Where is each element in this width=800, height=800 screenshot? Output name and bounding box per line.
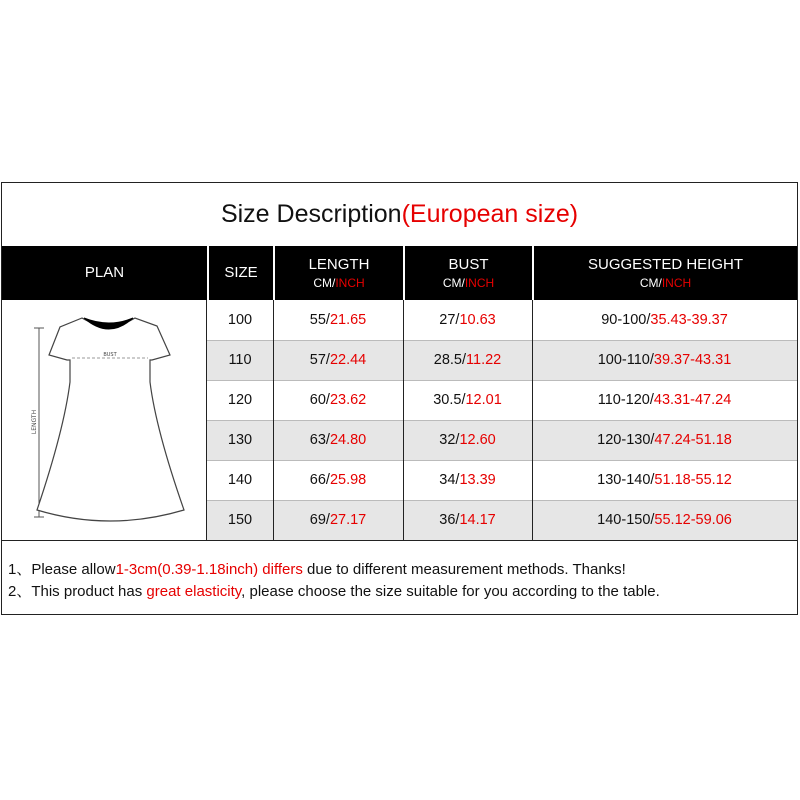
table-row: [207, 300, 797, 340]
header-length-unit: CM/INCH: [313, 276, 365, 290]
cell-size: 110: [228, 352, 252, 368]
cell-height: 140-150/55.12-59.06: [597, 512, 732, 528]
length-label: LENGTH: [31, 409, 38, 435]
cell-height: 110-120/43.31-47.24: [597, 392, 732, 408]
cell-size: 130: [227, 432, 253, 448]
table-row: [207, 460, 797, 500]
cell-length: 55/21.65: [309, 312, 367, 328]
cell-size: 150: [227, 512, 253, 528]
bust-label: BUST: [103, 352, 117, 358]
cell-height: 100-110/39.37-43.31: [597, 352, 732, 368]
cell-size: 140: [227, 472, 253, 488]
cell-bust: 27/10.63: [439, 312, 496, 328]
header-height: SUGGESTED HEIGHT CM/INCH: [534, 246, 797, 300]
cell-height: 90-100/35.43-39.37: [601, 312, 728, 328]
cell-bust: 28.5/11.22: [433, 352, 502, 368]
dress-illustration: [2, 300, 207, 540]
header-bust-unit: CM/INCH: [442, 276, 495, 290]
cell-length: 60/23.62: [309, 392, 367, 408]
cell-bust: 36/14.17: [439, 512, 496, 528]
dress-diagram: [2, 300, 207, 540]
cell-height: 130-140/51.18-55.12: [597, 472, 732, 488]
note-2: 2、This product has great elasticity, please choose the size suitable for you according to the table.: [8, 583, 660, 600]
table-row: [207, 340, 797, 380]
title-main: Size Description: [220, 200, 402, 228]
cell-height: 120-130/47.24-51.18: [597, 432, 732, 448]
cell-length: 69/27.17: [309, 512, 367, 528]
chart-title: [2, 183, 797, 245]
cell-bust: 34/13.39: [439, 472, 496, 488]
cell-length: 63/24.80: [309, 432, 367, 448]
cell-length: 66/25.98: [309, 472, 367, 488]
header-height-unit: CM/INCH: [639, 276, 692, 290]
table-row: [207, 500, 797, 540]
header-length: LENGTH CM/INCH: [275, 246, 403, 300]
cell-size: 120: [227, 392, 253, 408]
title-highlight: (European size): [401, 200, 579, 228]
dress-shape: [37, 318, 184, 521]
header-bust: BUST CM/INCH: [405, 246, 532, 300]
size-chart: [1, 182, 798, 615]
table-row: [207, 420, 797, 460]
note-1: 1、Please allow1-3cm(0.39-1.18inch) differs due to different measurement methods. Thanks!: [8, 561, 626, 578]
cell-length: 57/22.44: [309, 352, 367, 368]
cell-bust: 32/12.60: [439, 432, 496, 448]
cell-size: 100: [227, 312, 253, 328]
cell-bust: 30.5/12.01: [433, 392, 502, 408]
table-row: [207, 380, 797, 420]
header-plan: PLAN: [2, 246, 207, 300]
header-size: SIZE: [209, 246, 273, 300]
